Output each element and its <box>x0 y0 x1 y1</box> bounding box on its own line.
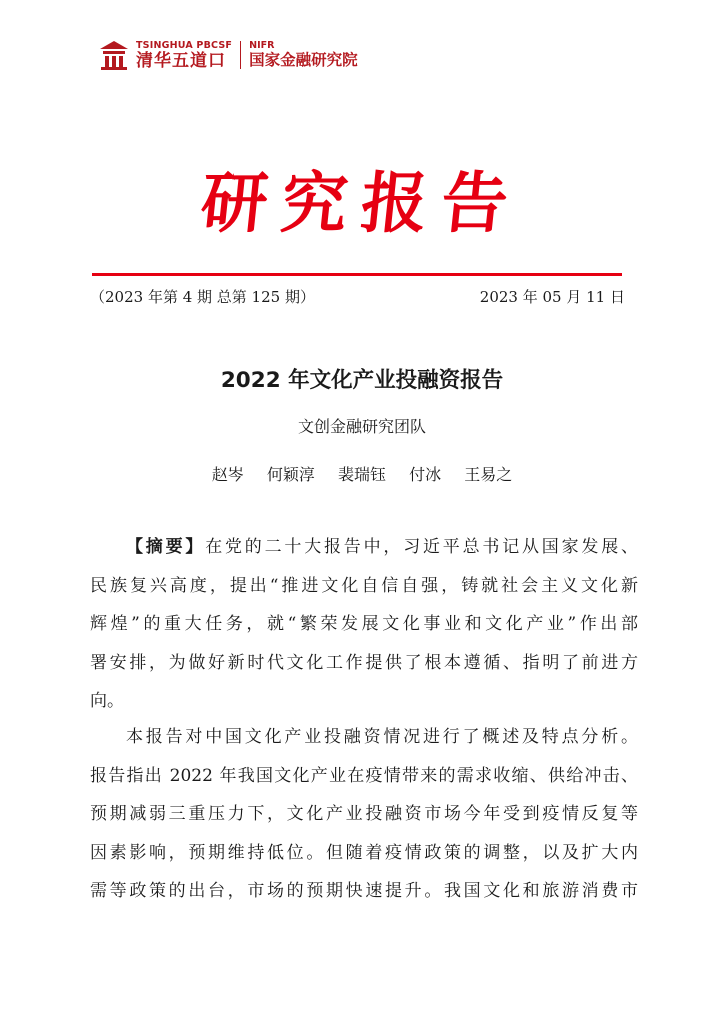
summary-line: 预期减弱三重压力下，文化产业投融资市场今年受到疫情反复等 <box>90 804 638 824</box>
abstract-line: 署安排，为做好新时代文化工作提供了根本遵循、指明了前进方 <box>90 652 638 673</box>
issue-number: （2023 年第 4 期 总第 125 期） <box>90 288 315 306</box>
abstract-line: 向。 <box>90 691 124 711</box>
abstract-label: 【摘要】 <box>126 537 206 557</box>
summary-paragraph <box>90 718 638 911</box>
summary-line: 本报告对中国文化产业投融资情况进行了概述及特点分析。 <box>126 727 638 747</box>
abstract-paragraph <box>90 528 638 721</box>
author-list <box>0 462 724 485</box>
tsinghua-logo-icon <box>98 39 130 71</box>
report-title: 2022 年文化产业投融资报告 <box>220 368 504 393</box>
publish-date: 2023 年 05 月 11 日 <box>479 288 625 306</box>
summary-line: 需等政策的出台，市场的预期快速提升。我国文化和旅游消费市 <box>90 881 638 901</box>
logo-en-text: TSINGHUA PBCSF <box>136 39 233 51</box>
abstract-line: 民族复兴高度，提出“推进文化自信自强，铸就社会主义文化新 <box>90 575 638 596</box>
summary-line: 报告指出 2022 年我国文化产业在疫情带来的需求收缩、供给冲击、 <box>90 765 638 786</box>
author-name: 赵岑 <box>211 465 244 484</box>
author-name: 裴瑞钰 <box>337 465 386 484</box>
abstract-line: 辉煌”的重大任务，就“繁荣发展文化事业和文化产业”作出部 <box>90 614 638 634</box>
logo-divider <box>240 41 241 69</box>
abstract-line: 【摘要】在党的二十大报告中，习近平总书记从国家发展、 <box>126 537 639 557</box>
team-name: 文创金融研究团队 <box>297 417 426 436</box>
author-name: 何颖淳 <box>266 465 315 484</box>
red-divider <box>92 273 622 276</box>
header-logo <box>98 38 358 72</box>
author-name: 王易之 <box>464 465 513 484</box>
research-report-title: 研究报告 <box>197 164 526 242</box>
author-name: 付冰 <box>409 465 442 484</box>
nifr-en-text: NIFR <box>249 40 275 51</box>
summary-line: 因素影响，预期维持低位。但随着疫情政策的调整，以及扩大内 <box>90 842 638 863</box>
nifr-cn-text: 国家金融研究院 <box>249 51 358 69</box>
logo-cn-text: 清华五道口 <box>136 50 226 71</box>
